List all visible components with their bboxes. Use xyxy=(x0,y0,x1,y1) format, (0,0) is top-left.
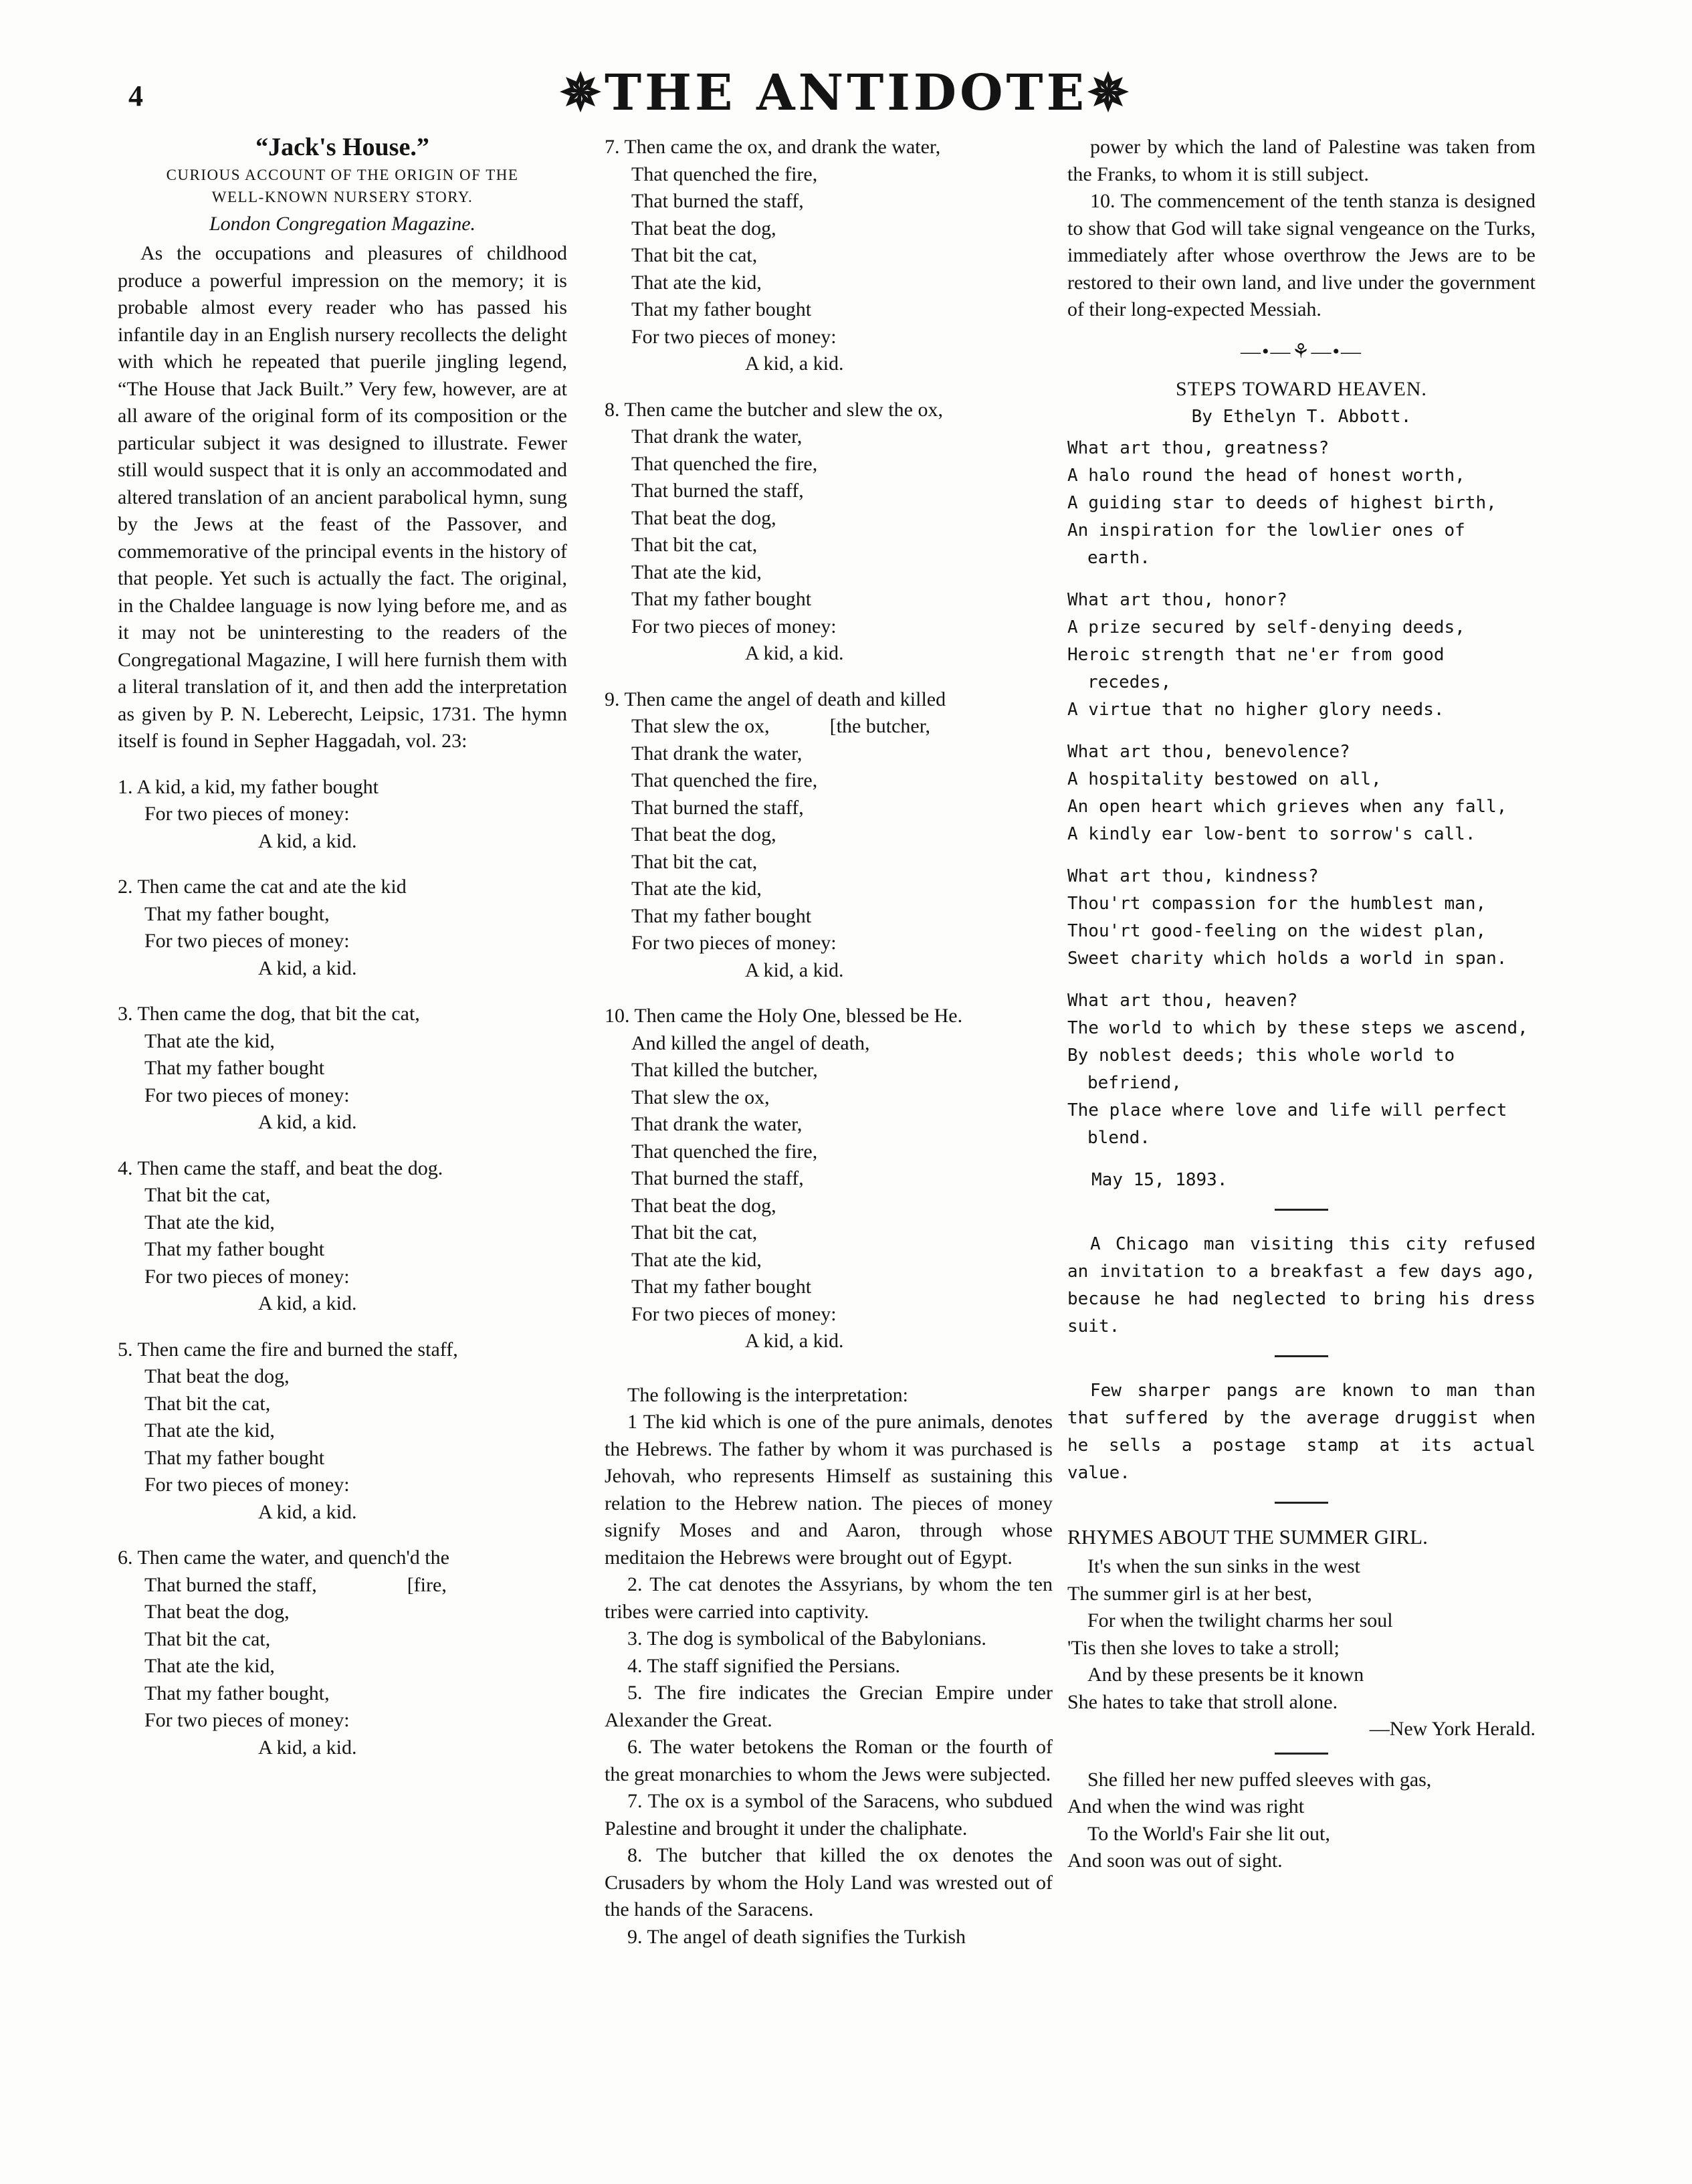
poem-line: What art thou, benevolence? xyxy=(1067,741,1350,762)
item-druggist: Few sharper pangs are known to man than that suffered by the average druggist when he sells a postage stamp at its actual value. xyxy=(1067,1380,1536,1483)
poem-line: What art thou, heaven? xyxy=(1067,990,1298,1011)
hymn-line: That bit the cat, xyxy=(631,534,758,556)
hymn-stanza xyxy=(118,774,567,856)
hymn-line: That beat the dog, xyxy=(631,1194,776,1217)
interpretation-item: power by which the land of Palestine was taken from the Franks, to whom it is still subject. xyxy=(1067,136,1536,185)
section-ornament: —•—⚘—•— xyxy=(1241,340,1362,363)
hymn-line: That ate the kid, xyxy=(631,271,762,294)
poem-line: Heroic strength that ne'er from good recedes, xyxy=(1067,644,1445,692)
interpretation-item: 1 The kid which is one of the pure animals, denotes the Hebrews. The father by whom it was purchased is Jehovah, who represents Himself as sustaining this relation to the Hebrew nation. The pieces of money signify Moses and and Aaron, through whose meditaion the Hebrews were brought out of Egypt. xyxy=(605,1411,1053,1569)
hymn-line: A kid, a kid. xyxy=(258,957,357,979)
hymn-line: For two pieces of money: xyxy=(144,1709,350,1731)
poem-line: The place where love and life will perfect blend. xyxy=(1067,1100,1507,1148)
hymn-line: For two pieces of money: xyxy=(144,803,350,825)
hymn-line: That bit the cat, xyxy=(631,850,758,873)
rhymes-title: RHYMES ABOUT THE SUMMER GIRL. xyxy=(1067,1524,1428,1549)
hymn-line: A kid, a kid. xyxy=(745,959,844,981)
poem-line: The world to which by these steps we ascend, xyxy=(1067,1017,1528,1038)
poem-stanza xyxy=(1067,863,1536,973)
hymn-stanza xyxy=(118,1001,567,1136)
poem-line: What art thou, kindness? xyxy=(1067,866,1319,886)
hymn-stanza xyxy=(118,874,567,982)
hymn-line: That my father bought xyxy=(144,1446,325,1469)
hymn-stanzas-col1 xyxy=(118,774,567,1762)
hymn-stanza xyxy=(118,1545,567,1761)
hymn-line: 1. A kid, a kid, my father bought xyxy=(118,775,379,798)
hymn-line: For two pieces of money: xyxy=(144,1265,350,1288)
hymn-line: That my father bought, xyxy=(144,902,330,925)
divider xyxy=(1275,1502,1328,1504)
poem-line: A halo round the head of honest worth, xyxy=(1067,465,1465,486)
item-chicago: A Chicago man visiting this city refused an invitation to a breakfast a few days ago, because he had neglected to bring his dress suit. xyxy=(1067,1233,1536,1336)
interpretation-list xyxy=(605,1409,1053,1951)
interpretation-continued xyxy=(1067,134,1536,324)
hymn-line: That bit the cat, xyxy=(144,1392,271,1415)
hymn-line: That beat the dog, xyxy=(144,1601,290,1623)
poem-date: May 15, 1893. xyxy=(1091,1169,1228,1190)
hymn-line: That slew the ox, [the butcher, xyxy=(631,715,931,737)
hymn-line: For two pieces of money: xyxy=(631,1302,837,1325)
rhymes-stanza-2 xyxy=(1067,1767,1536,1875)
hymn-line: 5. Then came the fire and burned the staff, xyxy=(118,1338,458,1361)
column-3 xyxy=(1067,134,1536,1875)
interpretation-item: 8. The butcher that killed the ox denotes the Crusaders by whom the Holy Land was wrested out of the hands of the Saracens. xyxy=(605,1844,1053,1920)
hymn-line: A kid, a kid. xyxy=(258,1500,357,1523)
article-subtitle: WELL-KNOWN NURSERY STORY. xyxy=(211,188,473,205)
poem-stanza xyxy=(1067,987,1536,1152)
poem-line: A guiding star to deeds of highest birth, xyxy=(1067,492,1497,513)
hymn-line: 7. Then came the ox, and drank the water, xyxy=(605,136,941,158)
hymn-line: That ate the kid, xyxy=(631,561,762,583)
hymn-stanza xyxy=(118,1155,567,1318)
poem-line: A hospitality bestowed on all, xyxy=(1067,769,1382,789)
poem-stanza xyxy=(1067,738,1536,848)
poem-line: An inspiration for the lowlier ones of earth. xyxy=(1067,520,1465,568)
poem-body xyxy=(1067,435,1536,1152)
hymn-line: That my father bought xyxy=(144,1238,325,1260)
poem-line: A virtue that no higher glory needs. xyxy=(1067,699,1445,720)
hymn-line: 4. Then came the staff, and beat the dog. xyxy=(118,1157,443,1179)
hymn-stanza xyxy=(605,686,1053,985)
interpretation-item: 9. The angel of death signifies the Turkish xyxy=(627,1925,966,1948)
divider xyxy=(1275,1753,1328,1755)
interpretation-item: 6. The water betokens the Roman or the fourth of the great monarchies to whom the Jews were subjected. xyxy=(605,1736,1053,1785)
poem-line: A kindly ear low-bent to sorrow's call. xyxy=(1067,823,1476,844)
hymn-line: 6. Then came the water, and quench'd the xyxy=(118,1547,449,1569)
rhyme-line: She hates to take that stroll alone. xyxy=(1067,1690,1338,1713)
hymn-line: 8. Then came the butcher and slew the ox, xyxy=(605,398,943,421)
interpretation-item: 7. The ox is a symbol of the Saracens, who subdued Palestine and brought it under the chaliphate. xyxy=(605,1790,1053,1840)
hymn-line: That drank the water, xyxy=(631,425,803,448)
interpretation-item: 4. The staff signified the Persians. xyxy=(627,1654,900,1677)
hymn-line: That quenched the fire, xyxy=(631,452,818,475)
interpretation-item: 10. The commencement of the tenth stanza is designed to show that God will take signal vengeance on the Turks, immediately after whose overthrow the Jews are to be restored to their own land, and live under the government of their long-expected Messiah. xyxy=(1067,190,1536,320)
hymn-line: That beat the dog, xyxy=(631,506,776,529)
interpretation-item: 2. The cat denotes the Assyrians, by whom the ten tribes were carried into captivity. xyxy=(605,1573,1053,1623)
poem-line: What art thou, greatness? xyxy=(1067,437,1330,458)
poem-line: Sweet charity which holds a world in span. xyxy=(1067,948,1507,969)
hymn-line: That quenched the fire, xyxy=(631,769,818,791)
hymn-line: That bit the cat, xyxy=(144,1627,271,1650)
hymn-line: That ate the kid, xyxy=(144,1211,275,1233)
hymn-line: That quenched the fire, xyxy=(631,163,818,185)
hymn-line: A kid, a kid. xyxy=(258,829,357,852)
hymn-stanza xyxy=(118,1336,567,1526)
hymn-line: That burned the staff, xyxy=(631,190,804,212)
hymn-stanza xyxy=(605,134,1053,378)
hymn-line: 9. Then came the angel of death and killed xyxy=(605,688,946,710)
rhyme-line: She filled her new puffed sleeves with gas, xyxy=(1087,1768,1432,1791)
rhyme-line: And soon was out of sight. xyxy=(1067,1850,1283,1872)
rhyme-line: And by these presents be it known xyxy=(1087,1664,1364,1686)
rhyme-line: And when the wind was right xyxy=(1067,1795,1305,1817)
hymn-line: That my father bought xyxy=(631,588,812,610)
rhyme-line: To the World's Fair she lit out, xyxy=(1087,1822,1330,1845)
hymn-line: 2. Then came the cat and ate the kid xyxy=(118,876,407,898)
article-intro: As the occupations and pleasures of childhood produce a powerful impression on the memory; it is probable almost every reader who has passed his infantile day in an English nursery recollects the delight with which he repeated that puerile jingling legend, “The House that Jack Built.” Very few, however, are at all aware of the original form of its composition or the particular subject it was designed to illustrate. Fewer still would suspect that it is only an accommodated and altered translation of an ancient parabolical hymn, sung by the Jews at the feast of the Passover, and commemorative of the principal events in the history of that people. Yet such is actually the fact. The original, in the Chaldee language is now lying before me, and as it may not be uninteresting to the readers of the Congregational Magazine, I will here furnish them with a literal translation of it, and then add the interpretation as given by P. N. Leberecht, Leipsic, 1731. The hymn itself is found in Sepher Haggadah, vol. 23: xyxy=(118,242,567,752)
hymn-line: For two pieces of money: xyxy=(144,1084,350,1106)
poem-line: Thou'rt good-feeling on the widest plan, xyxy=(1067,920,1487,941)
rhyme-line: The summer girl is at her best, xyxy=(1067,1582,1312,1605)
rhymes-credit: —New York Herald. xyxy=(1369,1718,1536,1740)
hymn-line: 3. Then came the dog, that bit the cat, xyxy=(118,1003,420,1025)
hymn-line: For two pieces of money: xyxy=(631,932,837,954)
poem-line: A prize secured by self-denying deeds, xyxy=(1067,617,1465,637)
hymn-stanzas-col2 xyxy=(605,134,1053,1355)
hymn-stanza xyxy=(605,1003,1053,1355)
hymn-stanza xyxy=(605,397,1053,668)
masthead: ✵THE ANTIDOTE✵ xyxy=(560,64,1132,122)
hymn-line: That slew the ox, xyxy=(631,1086,770,1108)
hymn-line: That ate the kid, xyxy=(144,1419,275,1442)
hymn-line: That burned the staff, xyxy=(631,1167,804,1189)
poem-line: What art thou, honor? xyxy=(1067,589,1287,610)
hymn-line: 10. Then came the Holy One, blessed be He. xyxy=(605,1005,963,1027)
interpretation-item: 3. The dog is symbolical of the Babylonians. xyxy=(627,1627,986,1650)
hymn-line: A kid, a kid. xyxy=(745,1330,844,1352)
hymn-line: That burned the staff, xyxy=(631,796,804,819)
article-subtitle: CURIOUS ACCOUNT OF THE ORIGIN OF THE xyxy=(166,166,519,183)
rhymes-stanza-1 xyxy=(1067,1553,1536,1716)
hymn-line: That drank the water, xyxy=(631,742,803,765)
hymn-line: A kid, a kid. xyxy=(258,1111,357,1133)
hymn-line: That beat the dog, xyxy=(631,217,776,239)
hymn-line: That beat the dog, xyxy=(631,823,776,846)
poem-line: An open heart which grieves when any fall, xyxy=(1067,796,1507,817)
hymn-line: A kid, a kid. xyxy=(745,353,844,375)
column-2 xyxy=(605,134,1053,1951)
page-number: 4 xyxy=(128,80,143,112)
poem-author: By Ethelyn T. Abbott. xyxy=(1191,406,1412,427)
hymn-line: That drank the water, xyxy=(631,1113,803,1135)
hymn-line: That killed the butcher, xyxy=(631,1059,818,1081)
hymn-line: That bit the cat, xyxy=(631,244,758,266)
article-title: “Jack's House.” xyxy=(255,133,429,161)
hymn-line: That quenched the fire, xyxy=(631,1140,818,1163)
column-1 xyxy=(118,134,567,1761)
hymn-line: A kid, a kid. xyxy=(258,1736,357,1759)
article-source: London Congregation Magazine. xyxy=(209,212,476,235)
hymn-line: For two pieces of money: xyxy=(631,615,837,637)
hymn-line: That beat the dog, xyxy=(144,1365,290,1387)
hymn-line: That ate the kid, xyxy=(631,1248,762,1271)
hymn-line: That my father bought xyxy=(631,298,812,320)
rhyme-line: For when the twilight charms her soul xyxy=(1087,1609,1393,1631)
hymn-line: For two pieces of money: xyxy=(144,930,350,952)
hymn-line: That my father bought xyxy=(144,1057,325,1079)
rhyme-line: 'Tis then she loves to take a stroll; xyxy=(1067,1636,1340,1659)
hymn-line: That my father bought xyxy=(631,1276,812,1298)
interpretation-item: 5. The fire indicates the Grecian Empire under Alexander the Great. xyxy=(605,1682,1053,1731)
divider xyxy=(1275,1209,1328,1211)
hymn-line: A kid, a kid. xyxy=(745,642,844,664)
hymn-line: That ate the kid, xyxy=(144,1029,275,1052)
hymn-line: That ate the kid, xyxy=(144,1655,275,1677)
hymn-line: For two pieces of money: xyxy=(631,325,837,348)
hymn-line: That burned the staff, xyxy=(631,480,804,502)
divider xyxy=(1275,1355,1328,1357)
hymn-line: And killed the angel of death, xyxy=(631,1031,870,1054)
poem-title: STEPS TOWARD HEAVEN. xyxy=(1176,378,1427,400)
hymn-line: That my father bought, xyxy=(144,1682,330,1704)
hymn-line: That bit the cat, xyxy=(631,1221,758,1244)
interpretation-heading: The following is the interpretation: xyxy=(627,1383,908,1406)
hymn-line: That my father bought xyxy=(631,904,812,927)
poem-line: Thou'rt compassion for the humblest man, xyxy=(1067,893,1487,914)
poem-stanza xyxy=(1067,435,1536,572)
hymn-line: A kid, a kid. xyxy=(258,1292,357,1314)
hymn-line: For two pieces of money: xyxy=(144,1474,350,1496)
hymn-line: That burned the staff, [fire, xyxy=(144,1573,447,1596)
poem-line: By noblest deeds; this whole world to befriend, xyxy=(1067,1045,1455,1093)
hymn-line: That ate the kid, xyxy=(631,878,762,900)
rhyme-line: It's when the sun sinks in the west xyxy=(1087,1555,1360,1577)
hymn-line: That bit the cat, xyxy=(144,1184,271,1206)
poem-stanza xyxy=(1067,587,1536,724)
